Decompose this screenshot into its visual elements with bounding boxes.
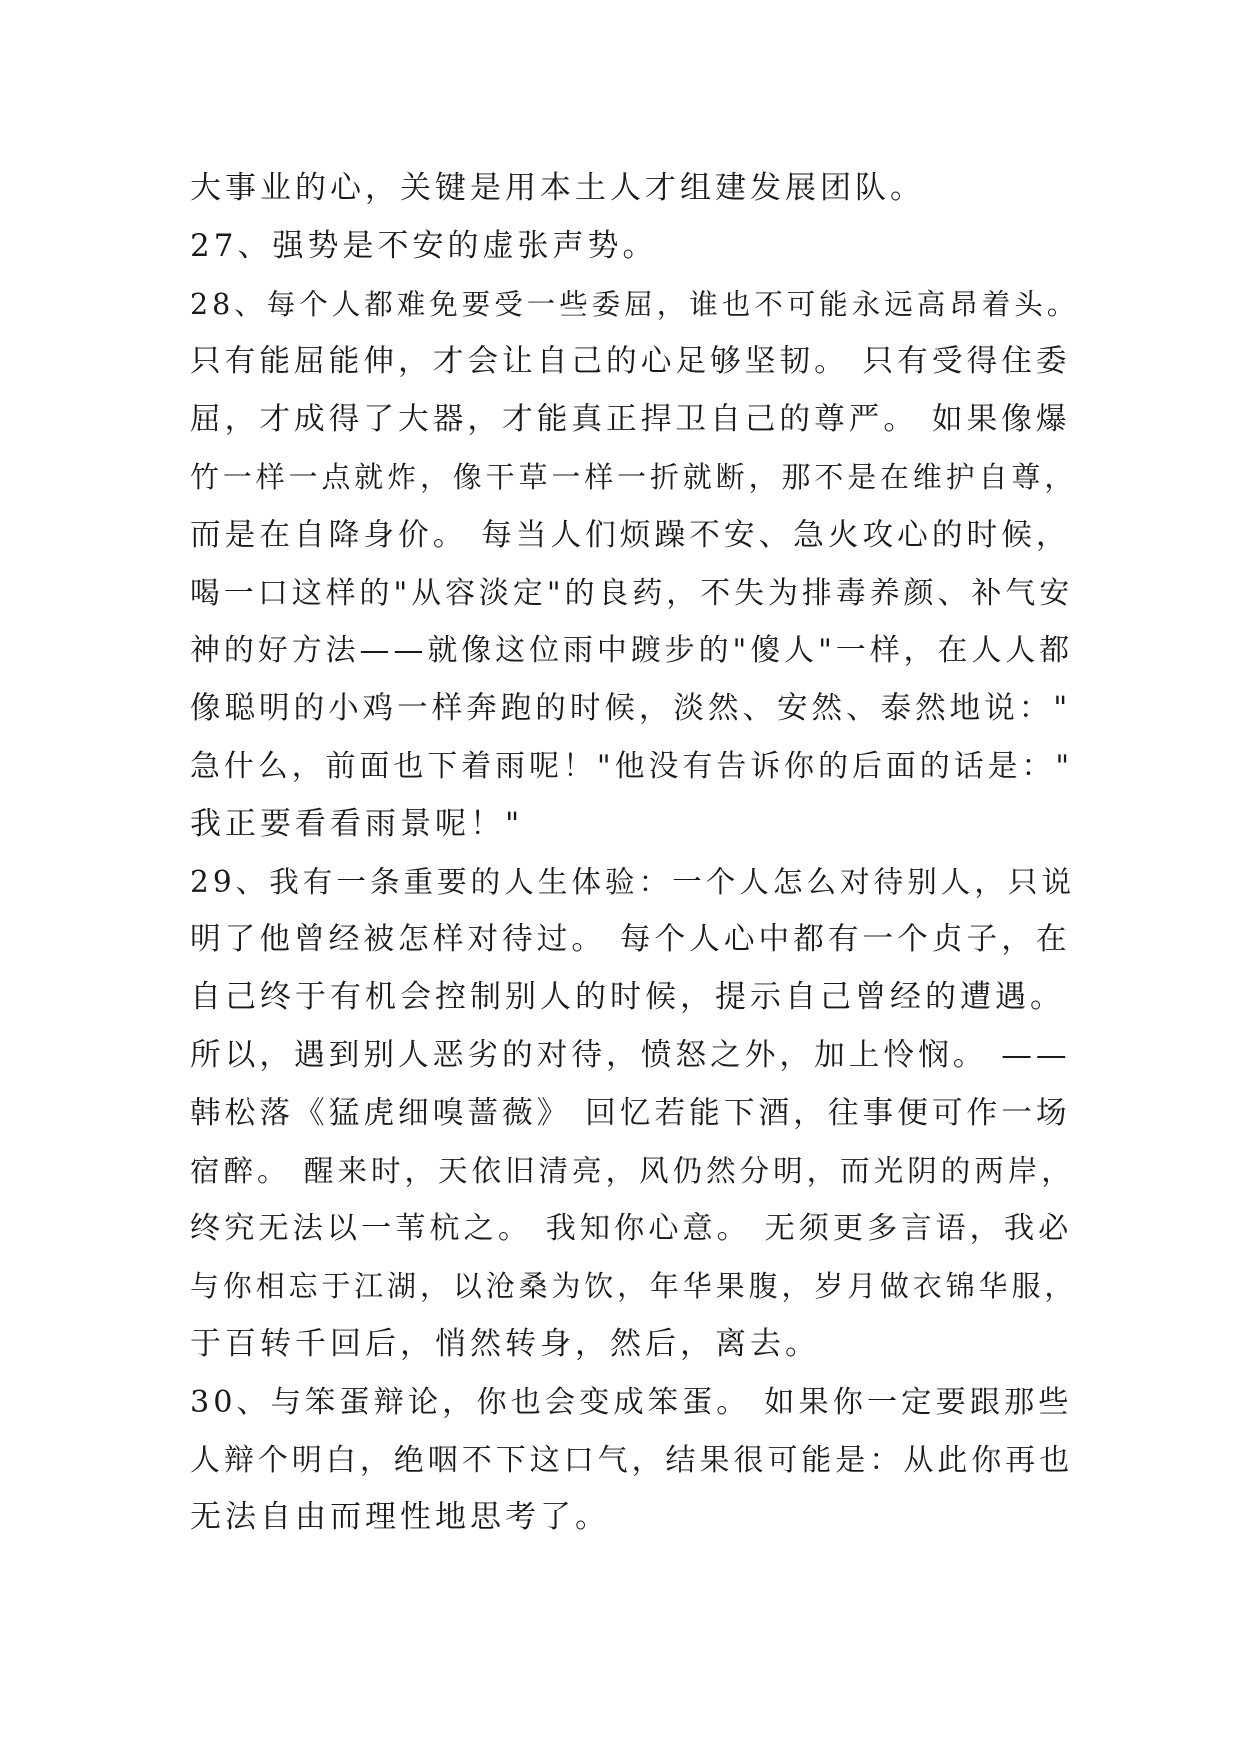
text-line: 屈，才成得了大器，才能真正捍卫自己的尊严。 如果像爆	[190, 402, 1071, 438]
text-line: 于百转千回后，悄然转身，然后，离去。	[190, 1325, 820, 1362]
text-line: 无法自由而理性地思考了。	[190, 1499, 610, 1536]
text-line: 大事业的心，关键是用本土人才组建发展团队。	[190, 170, 925, 206]
text-line: 宿醉。 醒来时，天依旧清亮，风仍然分明，而光阴的两岸，	[190, 1153, 1075, 1188]
text-line: 所以，遇到别人恶劣的对待，愤怒之外，加上怜悯。 ——	[190, 1037, 1071, 1073]
text-line: 明了他曾经被怎样对待过。 每个人心中都有一个贞子，在	[190, 922, 1071, 958]
text-line: 终究无法以一苇杭之。 我知你心意。 无须更多言语，我必	[190, 1211, 1073, 1247]
text-line: 自己终于有机会控制别人的时候，提示自己曾经的遭遇。	[190, 979, 1065, 1016]
text-line: 急什么，前面也下着雨呢！"他没有告诉你的后面的话是："	[190, 748, 1074, 784]
text-line: 与你相忘于江湖，以沧桑为饮，年华果腹，岁月做衣锦华服，	[190, 1269, 1078, 1304]
text-line: 而是在自降身价。 每当人们烦躁不安、急火攻心的时候，	[190, 517, 1071, 553]
text-line: 人辩个明白，绝咽不下这口气，结果很可能是：从此你再也	[190, 1442, 1074, 1478]
body-text	[190, 160, 1080, 1547]
text-line: 27、强势是不安的虚张声势。	[190, 227, 658, 264]
text-line: 神的好方法——就像这位雨中踱步的"傻人"一样，在人人都	[190, 633, 1074, 669]
text-line: 29、我有一条重要的人生体验：一个人怎么对待别人，只说	[190, 864, 1076, 899]
text-line: 30、与笨蛋辩论，你也会变成笨蛋。 如果你一定要跟那些	[190, 1384, 1073, 1420]
text-line: 只有能屈能伸，才会让自己的心足够坚韧。 只有受得住委	[190, 344, 1071, 380]
text-line: 韩松落《猛虎细嗅蔷薇》 回忆若能下酒，往事便可作一场	[190, 1095, 1071, 1131]
text-line: 28、每个人都难免要受一些委屈，谁也不可能永远高昂着头。	[190, 287, 1080, 321]
text-line: 喝一口这样的"从容淡定"的良药，不失为排毒养颜、补气安	[190, 575, 1074, 611]
text-line: 竹一样一点就炸，像干草一样一折就断，那不是在维护自尊，	[190, 459, 1078, 494]
text-line: 像聪明的小鸡一样奔跑的时候，淡然、安然、泰然地说："	[190, 691, 1072, 727]
text-line: 我正要看看雨景呢！"	[190, 805, 524, 842]
